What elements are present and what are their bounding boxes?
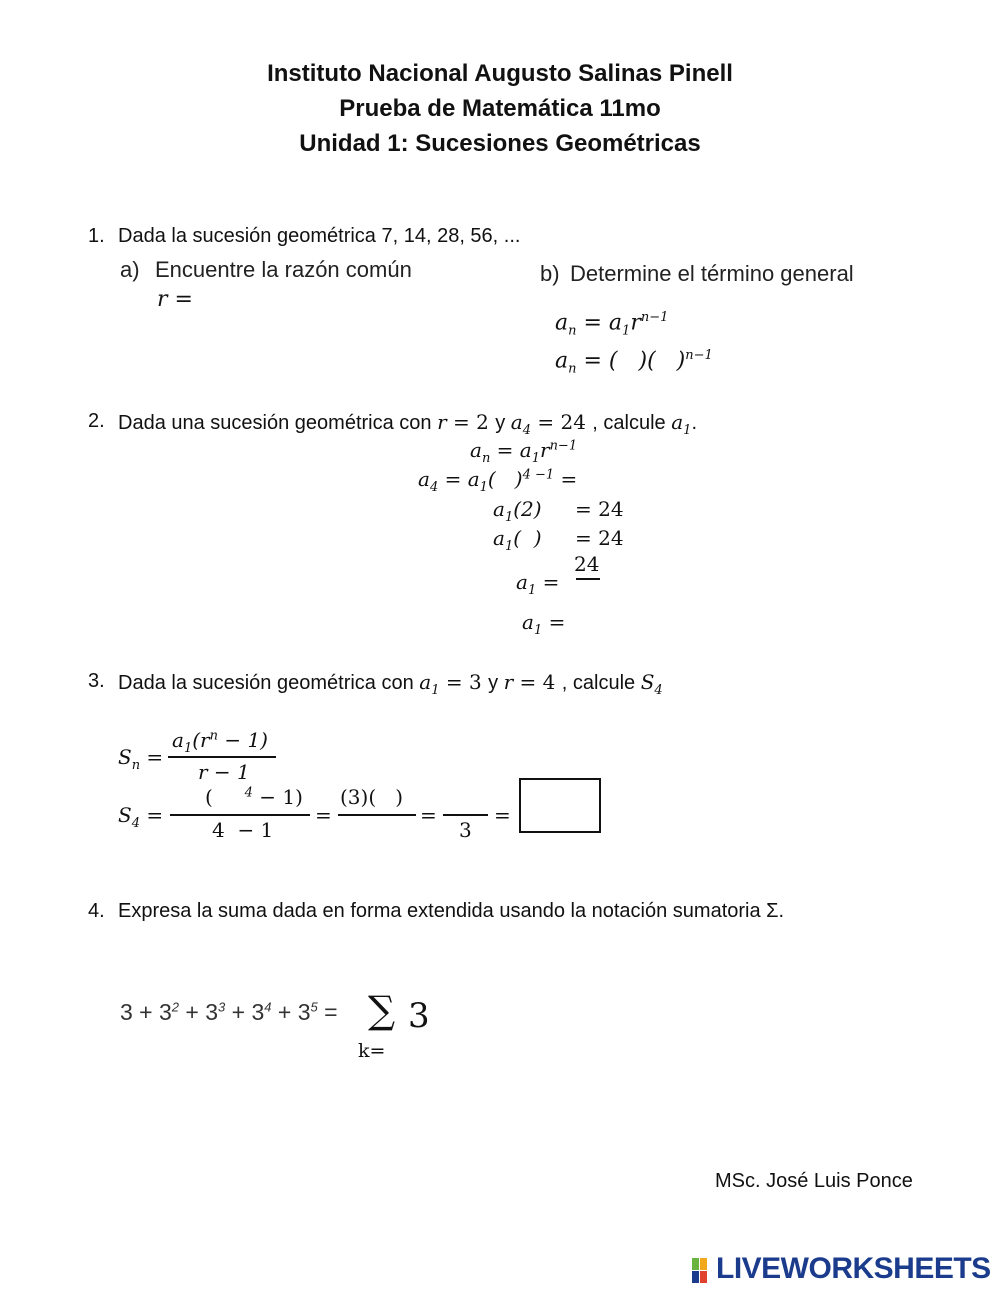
q2-step-3-eq: = 24 bbox=[575, 497, 624, 521]
q3-target: $S_4$ bbox=[640, 670, 663, 698]
q3-sn-bar bbox=[168, 756, 276, 758]
q1b-text: Determine el término general bbox=[570, 261, 854, 286]
q3-s4-lhs: $S_4$ = bbox=[118, 803, 164, 831]
q2-step-5: $a_1$ = bbox=[516, 570, 560, 598]
q2-number: 2. bbox=[88, 410, 105, 432]
q2-frac-num: 24 bbox=[574, 552, 600, 576]
q2-step-3: $a_1(2)$ bbox=[493, 497, 542, 525]
q4-text: Expresa la suma dada en forma extendida usando la notación sumatoria Σ. bbox=[118, 900, 785, 922]
q3-number: 3. bbox=[88, 670, 105, 692]
q1b-label: b) bbox=[540, 261, 560, 286]
q3-a1-given: $a_1$ bbox=[419, 670, 440, 698]
q2-step-4: $a_1$( ) bbox=[493, 526, 542, 554]
q1a-text: Encuentre la razón común bbox=[155, 257, 412, 282]
liveworksheets-logo: LIVEWORKSHEETS bbox=[716, 1252, 991, 1285]
q1b-blank-formula: $a_n$ = ( )( )$^{n-1}$ bbox=[555, 348, 713, 377]
q3-answer-box[interactable] bbox=[519, 778, 601, 833]
unit-title: Unidad 1: Sucesiones Geométricas bbox=[299, 130, 701, 157]
q3-sn-den: r − 1 bbox=[198, 760, 250, 784]
q2-a4-given: $a_4$ bbox=[510, 410, 531, 438]
q3-s4-num-2: (3)( ) bbox=[340, 785, 404, 809]
q2-text: Dada una sucesión geométrica con r = 2 y $a_4 = 24$ , calcule $a_1$. bbox=[118, 410, 697, 438]
q1b-formula: $a_n = a_1r^{n-1}$ bbox=[555, 310, 669, 339]
q3-sn-lhs: $S_n$ = bbox=[118, 745, 164, 773]
test-title: Prueba de Matemática 11mo bbox=[339, 95, 661, 122]
q2-r-given: r bbox=[437, 410, 447, 434]
author: MSc. José Luis Ponce bbox=[715, 1170, 913, 1192]
q4-sum-term: 3 bbox=[408, 996, 430, 1036]
q3-eq-1: = bbox=[315, 803, 332, 827]
q2-frac-bar bbox=[576, 578, 600, 580]
sigma-icon: ∑ bbox=[368, 988, 396, 1032]
q3-text-and: y bbox=[488, 672, 499, 694]
q3-text-post: , calcule bbox=[561, 672, 636, 694]
q2-step-sub: $a_4 = a_1$( )$^{4 -1}$ = bbox=[418, 467, 578, 495]
q2-text-and: y bbox=[495, 412, 506, 434]
q2-text-pre: Dada una sucesión geométrica con bbox=[118, 412, 432, 434]
q2-step-formula: $a_n = a_1r^{n-1}$ bbox=[470, 438, 578, 466]
q4-sum-expression: $3 + 3^2 + 3^3 + 3^4 + 3^5$ = bbox=[120, 999, 338, 1025]
q3-eq-3: = bbox=[494, 803, 511, 827]
q3-eq-2: = bbox=[420, 803, 437, 827]
q3-text: Dada la sucesión geométrica con $a_1 = 3$ y r = 4 , calcule $S_4$ bbox=[118, 670, 663, 698]
q3-s4-bar-2 bbox=[338, 814, 416, 816]
q1-number: 1. bbox=[88, 225, 105, 247]
q2-step-6: $a_1$ = bbox=[522, 610, 566, 638]
q4-number: 4. bbox=[88, 900, 105, 922]
q3-s4-bar-1 bbox=[170, 814, 310, 816]
q3-text-pre: Dada la sucesión geométrica con bbox=[118, 672, 414, 694]
q2-step-4-eq: = 24 bbox=[575, 526, 624, 550]
q3-s4-num: ( $^4$ − 1) bbox=[205, 785, 303, 809]
q2-target: $a_1$ bbox=[671, 410, 692, 438]
q1a-r: r = bbox=[157, 287, 193, 312]
q3-s4-bar-3 bbox=[443, 814, 488, 816]
q3-s4-den: 4 − 1 bbox=[212, 818, 274, 842]
liveworksheets-logo-icon bbox=[692, 1258, 716, 1284]
q3-s4-den-3: 3 bbox=[459, 818, 472, 842]
q1a-label: a) bbox=[120, 257, 140, 282]
q2-text-post: , calcule bbox=[592, 412, 666, 434]
q1-text: Dada la sucesión geométrica 7, 14, 28, 56, ... bbox=[118, 225, 521, 247]
q3-r-given: r bbox=[503, 670, 514, 694]
school-name: Instituto Nacional Augusto Salinas Pinell bbox=[267, 60, 733, 87]
q4-sum-index: k= bbox=[358, 1040, 386, 1062]
q3-sn-num: $a_1(r^n - 1)$ bbox=[172, 728, 268, 756]
